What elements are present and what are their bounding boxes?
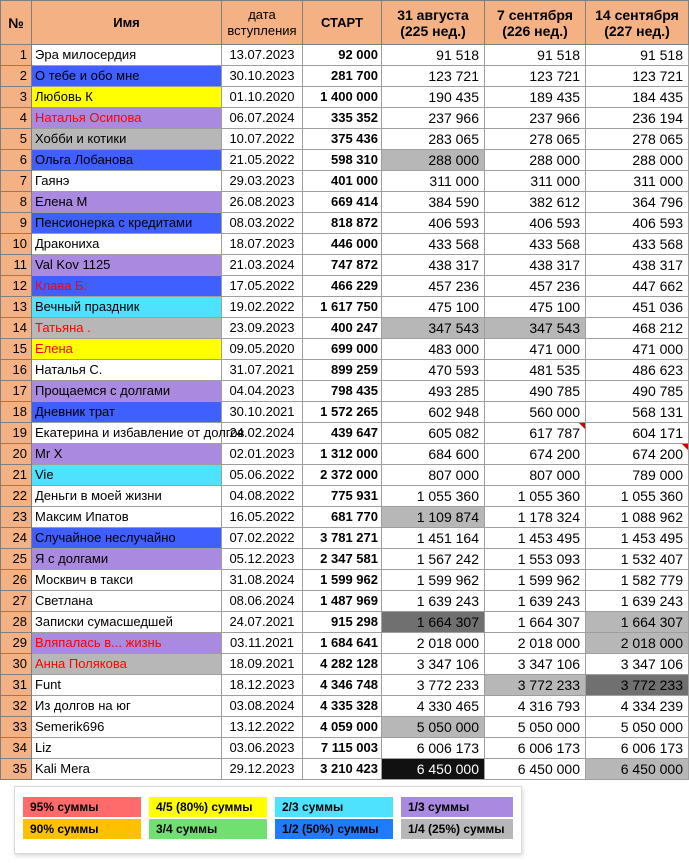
- join-date[interactable]: 17.05.2022: [222, 276, 303, 297]
- row-number[interactable]: 6: [1, 150, 32, 171]
- week-227-value[interactable]: 3 347 106: [586, 654, 689, 675]
- legend-item: 1/3 суммы: [401, 797, 513, 817]
- join-date[interactable]: 23.09.2023: [222, 318, 303, 339]
- week-226-value[interactable]: 1 599 962: [485, 570, 586, 591]
- table-row: [1, 696, 689, 717]
- week-227-value[interactable]: 568 131: [586, 402, 689, 423]
- week-226-value[interactable]: 1 055 360: [485, 486, 586, 507]
- start-amount[interactable]: 1 572 265: [303, 402, 382, 423]
- table-row: [1, 423, 689, 444]
- participant-name[interactable]: Вечный праздник: [32, 297, 222, 318]
- join-date[interactable]: 01.10.2020: [222, 87, 303, 108]
- start-amount[interactable]: 3 210 423: [303, 759, 382, 780]
- week-226-value[interactable]: 3 347 106: [485, 654, 586, 675]
- participant-name[interactable]: Ольга Лобанова: [32, 150, 222, 171]
- table-row: [1, 738, 689, 759]
- week-225-value[interactable]: 1 055 360: [382, 486, 485, 507]
- week-225-value[interactable]: 1 664 307: [382, 612, 485, 633]
- week-227-value[interactable]: 433 568: [586, 234, 689, 255]
- join-date[interactable]: 19.02.2022: [222, 297, 303, 318]
- week-226-value[interactable]: 2 018 000: [485, 633, 586, 654]
- table-row: [1, 654, 689, 675]
- start-amount[interactable]: 335 352: [303, 108, 382, 129]
- week-226-value[interactable]: 382 612: [485, 192, 586, 213]
- row-number[interactable]: 26: [1, 570, 32, 591]
- join-date[interactable]: 18.07.2023: [222, 234, 303, 255]
- week-227-value[interactable]: 1 453 495: [586, 528, 689, 549]
- table-row: [1, 171, 689, 192]
- row-number[interactable]: 5: [1, 129, 32, 150]
- legend-item: 2/3 суммы: [275, 797, 393, 817]
- row-number[interactable]: 14: [1, 318, 32, 339]
- week-227-value[interactable]: 6 006 173: [586, 738, 689, 759]
- participant-name[interactable]: Kali Mera: [32, 759, 222, 780]
- week-225-value[interactable]: 807 000: [382, 465, 485, 486]
- week-227-value[interactable]: 236 194: [586, 108, 689, 129]
- table-row: [1, 549, 689, 570]
- week-226-value[interactable]: 311 000: [485, 171, 586, 192]
- week-225-value[interactable]: 283 065: [382, 129, 485, 150]
- participant-name[interactable]: Funt: [32, 675, 222, 696]
- week-225-value[interactable]: 1 567 242: [382, 549, 485, 570]
- week-227-value[interactable]: 438 317: [586, 255, 689, 276]
- participant-name[interactable]: Liz: [32, 738, 222, 759]
- start-amount[interactable]: 1 617 750: [303, 297, 382, 318]
- join-date[interactable]: 03.08.2024: [222, 696, 303, 717]
- join-date[interactable]: 29.12.2023: [222, 759, 303, 780]
- participant-name[interactable]: Деньги в моей жизни: [32, 486, 222, 507]
- join-date[interactable]: 08.06.2024: [222, 591, 303, 612]
- week-226-value[interactable]: 189 435: [485, 87, 586, 108]
- row-number[interactable]: 33: [1, 717, 32, 738]
- week-225-value[interactable]: 433 568: [382, 234, 485, 255]
- week-227-value[interactable]: 604 171: [586, 423, 689, 444]
- table-row: [1, 339, 689, 360]
- week-226-value[interactable]: 5 050 000: [485, 717, 586, 738]
- join-date[interactable]: 29.03.2023: [222, 171, 303, 192]
- participant-name[interactable]: Татьяна .: [32, 318, 222, 339]
- participant-name[interactable]: Дневник трат: [32, 402, 222, 423]
- color-legend: [14, 786, 522, 854]
- week-225-value[interactable]: 5 050 000: [382, 717, 485, 738]
- participant-name[interactable]: Semerik696: [32, 717, 222, 738]
- join-date[interactable]: 21.03.2024: [222, 255, 303, 276]
- table-row: [1, 318, 689, 339]
- participant-name[interactable]: Я с долгами: [32, 549, 222, 570]
- week-227-value[interactable]: 184 435: [586, 87, 689, 108]
- row-number[interactable]: 7: [1, 171, 32, 192]
- start-amount[interactable]: 899 259: [303, 360, 382, 381]
- row-number[interactable]: 10: [1, 234, 32, 255]
- week-226-value[interactable]: 123 721: [485, 66, 586, 87]
- start-amount[interactable]: 439 647: [303, 423, 382, 444]
- row-number[interactable]: 17: [1, 381, 32, 402]
- header-join-date[interactable]: дата вступления: [222, 1, 303, 45]
- row-number[interactable]: 28: [1, 612, 32, 633]
- join-date[interactable]: 24.07.2021: [222, 612, 303, 633]
- participant-name[interactable]: Москвич в такси: [32, 570, 222, 591]
- participant-name[interactable]: Максим Ипатов: [32, 507, 222, 528]
- table-row: [1, 759, 689, 780]
- participant-name[interactable]: Прощаемся с долгами: [32, 381, 222, 402]
- participant-name[interactable]: Екатерина и избавление от долгов: [32, 423, 222, 444]
- row-number[interactable]: 15: [1, 339, 32, 360]
- start-amount[interactable]: 4 346 748: [303, 675, 382, 696]
- start-amount[interactable]: 1 487 969: [303, 591, 382, 612]
- table-row: [1, 297, 689, 318]
- week-225-value[interactable]: 347 543: [382, 318, 485, 339]
- row-number[interactable]: 21: [1, 465, 32, 486]
- week-225-value[interactable]: 6 450 000: [382, 759, 485, 780]
- week-225-value[interactable]: 1 599 962: [382, 570, 485, 591]
- join-date[interactable]: 04.08.2022: [222, 486, 303, 507]
- week-227-value[interactable]: 471 000: [586, 339, 689, 360]
- start-amount[interactable]: 1 400 000: [303, 87, 382, 108]
- table-row: [1, 234, 689, 255]
- week-227-value[interactable]: 789 000: [586, 465, 689, 486]
- participant-name[interactable]: Любовь К: [32, 87, 222, 108]
- week-226-value[interactable]: 1 453 495: [485, 528, 586, 549]
- start-amount[interactable]: 3 781 271: [303, 528, 382, 549]
- week-226-value[interactable]: 457 236: [485, 276, 586, 297]
- participant-name[interactable]: Случайное неслучайно: [32, 528, 222, 549]
- week-226-value[interactable]: 475 100: [485, 297, 586, 318]
- week-225-value[interactable]: 406 593: [382, 213, 485, 234]
- start-amount[interactable]: 699 000: [303, 339, 382, 360]
- week-227-value[interactable]: 3 772 233: [586, 675, 689, 696]
- week-225-value[interactable]: 123 721: [382, 66, 485, 87]
- week-227-value[interactable]: 2 018 000: [586, 633, 689, 654]
- week-226-value[interactable]: 3 772 233: [485, 675, 586, 696]
- join-date[interactable]: 09.05.2020: [222, 339, 303, 360]
- week-226-value[interactable]: 1 664 307: [485, 612, 586, 633]
- table-row: [1, 570, 689, 591]
- week-227-value[interactable]: 91 518: [586, 45, 689, 66]
- table-row: [1, 45, 689, 66]
- legend-item: 3/4 суммы: [149, 819, 267, 839]
- header-week-225[interactable]: 31 августа (225 нед.): [382, 1, 485, 45]
- row-number[interactable]: 29: [1, 633, 32, 654]
- start-amount[interactable]: 7 115 003: [303, 738, 382, 759]
- participant-name[interactable]: Записки сумасшедшей: [32, 612, 222, 633]
- week-225-value[interactable]: 190 435: [382, 87, 485, 108]
- week-226-value[interactable]: 347 543: [485, 318, 586, 339]
- participant-name[interactable]: Дракониха: [32, 234, 222, 255]
- participant-name[interactable]: Пенсионерка с кредитами: [32, 213, 222, 234]
- week-227-value[interactable]: 406 593: [586, 213, 689, 234]
- table-row: [1, 528, 689, 549]
- week-225-value[interactable]: 602 948: [382, 402, 485, 423]
- week-225-value[interactable]: 605 082: [382, 423, 485, 444]
- row-number[interactable]: 3: [1, 87, 32, 108]
- week-225-value[interactable]: 470 593: [382, 360, 485, 381]
- week-225-value[interactable]: 493 285: [382, 381, 485, 402]
- week-226-value[interactable]: 6 006 173: [485, 738, 586, 759]
- join-date[interactable]: 04.04.2023: [222, 381, 303, 402]
- row-number[interactable]: 20: [1, 444, 32, 465]
- table-row: [1, 633, 689, 654]
- header-start[interactable]: СТАРТ: [303, 1, 382, 45]
- join-date[interactable]: 24.02.2024: [222, 423, 303, 444]
- start-amount[interactable]: 401 000: [303, 171, 382, 192]
- row-number[interactable]: 12: [1, 276, 32, 297]
- week-227-value[interactable]: 468 212: [586, 318, 689, 339]
- join-date[interactable]: 18.12.2023: [222, 675, 303, 696]
- week-226-value[interactable]: 560 000: [485, 402, 586, 423]
- week-226-value[interactable]: 674 200: [485, 444, 586, 465]
- week-225-value[interactable]: 311 000: [382, 171, 485, 192]
- join-date[interactable]: 31.08.2024: [222, 570, 303, 591]
- participant-name[interactable]: Val Kov 1125: [32, 255, 222, 276]
- header-number[interactable]: №: [1, 1, 32, 45]
- join-date[interactable]: 30.10.2023: [222, 66, 303, 87]
- row-number[interactable]: 13: [1, 297, 32, 318]
- row-number[interactable]: 34: [1, 738, 32, 759]
- join-date[interactable]: 13.07.2023: [222, 45, 303, 66]
- join-date[interactable]: 05.06.2022: [222, 465, 303, 486]
- participant-name[interactable]: Елена: [32, 339, 222, 360]
- week-225-value[interactable]: 1 639 243: [382, 591, 485, 612]
- row-number[interactable]: 1: [1, 45, 32, 66]
- table-row: [1, 381, 689, 402]
- start-amount[interactable]: 4 059 000: [303, 717, 382, 738]
- week-225-value[interactable]: 1 451 164: [382, 528, 485, 549]
- table-body: [1, 45, 689, 780]
- start-amount[interactable]: 92 000: [303, 45, 382, 66]
- legend-item: 4/5 (80%) суммы: [149, 797, 267, 817]
- participant-name[interactable]: Наталья Осипова: [32, 108, 222, 129]
- participant-name[interactable]: Из долгов на юг: [32, 696, 222, 717]
- week-226-value[interactable]: 481 535: [485, 360, 586, 381]
- table-row: [1, 486, 689, 507]
- week-225-value[interactable]: 6 006 173: [382, 738, 485, 759]
- join-date[interactable]: 30.10.2021: [222, 402, 303, 423]
- legend-item: 90% суммы: [23, 819, 141, 839]
- start-amount[interactable]: 818 872: [303, 213, 382, 234]
- header-row: [1, 1, 689, 45]
- participant-name[interactable]: Вляпалась в... жизнь: [32, 633, 222, 654]
- table-row: [1, 507, 689, 528]
- participant-name[interactable]: Светлана: [32, 591, 222, 612]
- week-225-value[interactable]: 475 100: [382, 297, 485, 318]
- join-date[interactable]: 13.12.2022: [222, 717, 303, 738]
- legend-item: 1/4 (25%) суммы: [401, 819, 513, 839]
- week-226-value[interactable]: 471 000: [485, 339, 586, 360]
- week-227-value[interactable]: 1 639 243: [586, 591, 689, 612]
- week-227-value[interactable]: 123 721: [586, 66, 689, 87]
- row-number[interactable]: 35: [1, 759, 32, 780]
- join-date[interactable]: 03.06.2023: [222, 738, 303, 759]
- week-225-value[interactable]: 237 966: [382, 108, 485, 129]
- start-amount[interactable]: 2 347 581: [303, 549, 382, 570]
- week-226-value[interactable]: 1 178 324: [485, 507, 586, 528]
- week-226-value[interactable]: 6 450 000: [485, 759, 586, 780]
- week-227-value[interactable]: 1 055 360: [586, 486, 689, 507]
- row-number[interactable]: 32: [1, 696, 32, 717]
- table-row: [1, 444, 689, 465]
- participant-name[interactable]: Анна Полякова: [32, 654, 222, 675]
- week-226-value[interactable]: 91 518: [485, 45, 586, 66]
- start-amount[interactable]: 2 372 000: [303, 465, 382, 486]
- join-date[interactable]: 03.11.2021: [222, 633, 303, 654]
- row-number[interactable]: 9: [1, 213, 32, 234]
- participant-name[interactable]: Наталья С.: [32, 360, 222, 381]
- join-date[interactable]: 31.07.2021: [222, 360, 303, 381]
- join-date[interactable]: 07.02.2022: [222, 528, 303, 549]
- row-number[interactable]: 8: [1, 192, 32, 213]
- row-number[interactable]: 11: [1, 255, 32, 276]
- week-226-value[interactable]: 433 568: [485, 234, 586, 255]
- join-date[interactable]: 26.08.2023: [222, 192, 303, 213]
- start-amount[interactable]: 669 414: [303, 192, 382, 213]
- start-amount[interactable]: 915 298: [303, 612, 382, 633]
- week-225-value[interactable]: 438 317: [382, 255, 485, 276]
- table-row: [1, 129, 689, 150]
- week-225-value[interactable]: 457 236: [382, 276, 485, 297]
- table-row: [1, 276, 689, 297]
- participant-name[interactable]: Клава Б.: [32, 276, 222, 297]
- start-amount[interactable]: 281 700: [303, 66, 382, 87]
- week-225-value[interactable]: 4 330 465: [382, 696, 485, 717]
- week-226-value[interactable]: 278 065: [485, 129, 586, 150]
- week-226-value[interactable]: 490 785: [485, 381, 586, 402]
- week-227-value[interactable]: 278 065: [586, 129, 689, 150]
- join-date[interactable]: 06.07.2024: [222, 108, 303, 129]
- week-225-value[interactable]: 91 518: [382, 45, 485, 66]
- row-number[interactable]: 4: [1, 108, 32, 129]
- table-row: [1, 402, 689, 423]
- table-row: [1, 360, 689, 381]
- week-227-value[interactable]: 4 334 239: [586, 696, 689, 717]
- participant-name[interactable]: Mr X: [32, 444, 222, 465]
- week-227-value[interactable]: 490 785: [586, 381, 689, 402]
- week-227-value[interactable]: 1 582 779: [586, 570, 689, 591]
- week-227-value[interactable]: 451 036: [586, 297, 689, 318]
- legend-item: 95% суммы: [23, 797, 141, 817]
- week-225-value[interactable]: 3 772 233: [382, 675, 485, 696]
- start-amount[interactable]: 798 435: [303, 381, 382, 402]
- join-date[interactable]: 05.12.2023: [222, 549, 303, 570]
- week-226-value[interactable]: 4 316 793: [485, 696, 586, 717]
- start-amount[interactable]: 4 335 328: [303, 696, 382, 717]
- participant-name[interactable]: Елена М: [32, 192, 222, 213]
- week-226-value[interactable]: 406 593: [485, 213, 586, 234]
- week-227-value[interactable]: 288 000: [586, 150, 689, 171]
- join-date[interactable]: 18.09.2021: [222, 654, 303, 675]
- participant-name[interactable]: Эра милосердия: [32, 45, 222, 66]
- row-number[interactable]: 19: [1, 423, 32, 444]
- start-amount[interactable]: 466 229: [303, 276, 382, 297]
- start-amount[interactable]: 1 599 962: [303, 570, 382, 591]
- row-number[interactable]: 30: [1, 654, 32, 675]
- table-row: [1, 255, 689, 276]
- start-amount[interactable]: 1 684 641: [303, 633, 382, 654]
- week-227-value[interactable]: 447 662: [586, 276, 689, 297]
- table-row: [1, 150, 689, 171]
- join-date[interactable]: 21.05.2022: [222, 150, 303, 171]
- table-row: [1, 465, 689, 486]
- join-date[interactable]: 10.07.2022: [222, 129, 303, 150]
- header-week-227[interactable]: 14 сентября (227 нед.): [586, 1, 689, 45]
- week-227-value[interactable]: 364 796: [586, 192, 689, 213]
- join-date[interactable]: 08.03.2022: [222, 213, 303, 234]
- week-225-value[interactable]: 2 018 000: [382, 633, 485, 654]
- join-date[interactable]: 16.05.2022: [222, 507, 303, 528]
- week-226-value[interactable]: 438 317: [485, 255, 586, 276]
- row-number[interactable]: 31: [1, 675, 32, 696]
- week-227-value[interactable]: 1 532 407: [586, 549, 689, 570]
- start-amount[interactable]: 400 247: [303, 318, 382, 339]
- week-226-value[interactable]: 1 639 243: [485, 591, 586, 612]
- header-week-226[interactable]: 7 сентября (226 нед.): [485, 1, 586, 45]
- table-row: [1, 717, 689, 738]
- week-225-value[interactable]: 288 000: [382, 150, 485, 171]
- row-number[interactable]: 2: [1, 66, 32, 87]
- row-number[interactable]: 18: [1, 402, 32, 423]
- start-amount[interactable]: 1 312 000: [303, 444, 382, 465]
- table-row: [1, 108, 689, 129]
- week-226-value[interactable]: 617 787: [485, 423, 586, 444]
- week-225-value[interactable]: 483 000: [382, 339, 485, 360]
- table-row: [1, 675, 689, 696]
- week-227-value[interactable]: 674 200: [586, 444, 689, 465]
- participant-name[interactable]: Гаянэ: [32, 171, 222, 192]
- participant-name[interactable]: Хобби и котики: [32, 129, 222, 150]
- week-227-value[interactable]: 1 088 962: [586, 507, 689, 528]
- table-row: [1, 66, 689, 87]
- table-row: [1, 591, 689, 612]
- table-row: [1, 192, 689, 213]
- table-row: [1, 612, 689, 633]
- week-227-value[interactable]: 311 000: [586, 171, 689, 192]
- row-number[interactable]: 27: [1, 591, 32, 612]
- start-amount[interactable]: 775 931: [303, 486, 382, 507]
- week-226-value[interactable]: 807 000: [485, 465, 586, 486]
- start-amount[interactable]: 598 310: [303, 150, 382, 171]
- week-226-value[interactable]: 288 000: [485, 150, 586, 171]
- start-amount[interactable]: 681 770: [303, 507, 382, 528]
- header-name[interactable]: Имя: [32, 1, 222, 45]
- start-amount[interactable]: 446 000: [303, 234, 382, 255]
- week-225-value[interactable]: 384 590: [382, 192, 485, 213]
- week-226-value[interactable]: 237 966: [485, 108, 586, 129]
- start-amount[interactable]: 375 436: [303, 129, 382, 150]
- row-number[interactable]: 16: [1, 360, 32, 381]
- row-number[interactable]: 23: [1, 507, 32, 528]
- week-227-value[interactable]: 486 623: [586, 360, 689, 381]
- row-number[interactable]: 25: [1, 549, 32, 570]
- week-225-value[interactable]: 684 600: [382, 444, 485, 465]
- week-227-value[interactable]: 1 664 307: [586, 612, 689, 633]
- participant-name[interactable]: Vie: [32, 465, 222, 486]
- join-date[interactable]: 02.01.2023: [222, 444, 303, 465]
- participant-name[interactable]: О тебе и обо мне: [32, 66, 222, 87]
- row-number[interactable]: 24: [1, 528, 32, 549]
- start-amount[interactable]: 4 282 128: [303, 654, 382, 675]
- legend-item: 1/2 (50%) суммы: [275, 819, 393, 839]
- row-number[interactable]: 22: [1, 486, 32, 507]
- week-225-value[interactable]: 1 109 874: [382, 507, 485, 528]
- table-row: [1, 87, 689, 108]
- week-227-value[interactable]: 5 050 000: [586, 717, 689, 738]
- week-227-value[interactable]: 6 450 000: [586, 759, 689, 780]
- start-amount[interactable]: 747 872: [303, 255, 382, 276]
- table-row: [1, 213, 689, 234]
- week-225-value[interactable]: 3 347 106: [382, 654, 485, 675]
- week-226-value[interactable]: 1 553 093: [485, 549, 586, 570]
